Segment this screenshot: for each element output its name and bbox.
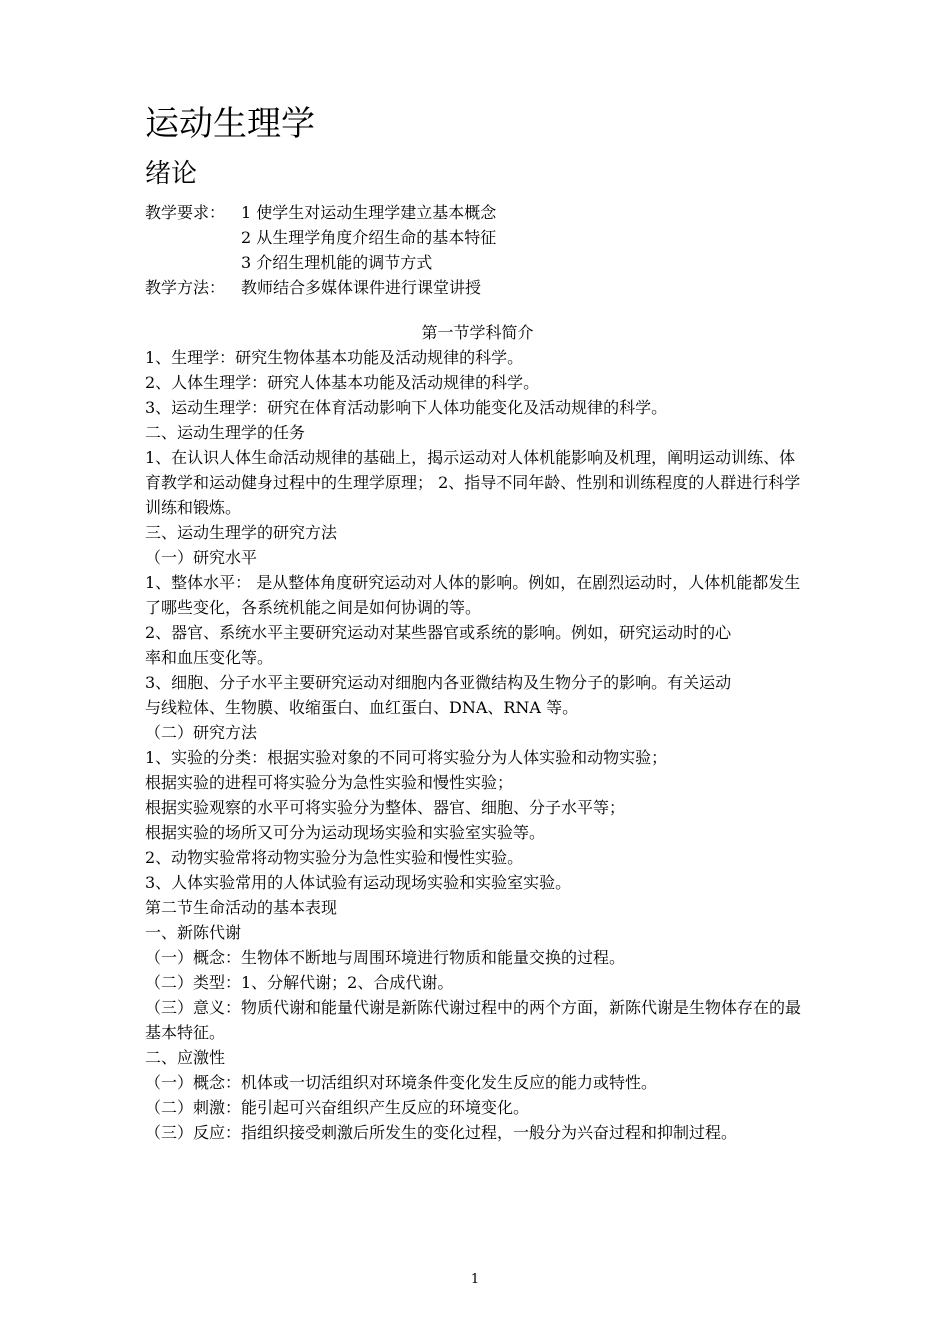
paragraph: （三）意义：物质代谢和能量代谢是新陈代谢过程中的两个方面，新陈代谢是生物体存在的最基本特征。 (145, 998, 802, 1042)
chapter-title: 绪论 (145, 159, 198, 189)
paragraph: 3、运动生理学：研究在体育活动影响下人体功能变化及活动规律的科学。 (145, 398, 668, 417)
paragraph: 2、器官、系统水平主要研究运动对某些器官或系统的影响。例如，研究运动时的心 (145, 623, 732, 642)
paragraph: 3、细胞、分子水平主要研究运动对细胞内各亚微结构及生物分子的影响。有关运动 (145, 673, 732, 692)
document-body (145, 98, 810, 1145)
paragraph: （一）概念：机体或一切活组织对环境条件变化发生反应的能力或特性。 (145, 1073, 658, 1092)
paragraph: （一）概念：生物体不断地与周围环境进行物质和能量交换的过程。 (145, 948, 626, 967)
paragraph: （二）类型：1、分解代谢；2、合成代谢。 (145, 973, 454, 992)
paragraph: 2、动物实验常将动物实验分为急性实验和慢性实验。 (145, 848, 524, 867)
method-text: 教师结合多媒体课件进行课堂讲授 (241, 278, 482, 297)
requirement-row (145, 200, 810, 225)
section-heading: 三、运动生理学的研究方法 (145, 523, 338, 542)
subsection-heading: （二）研究方法 (145, 723, 258, 742)
section-heading: 二、运动生理学的任务 (145, 423, 306, 442)
paragraph: 根据实验的进程可将实验分为急性实验和慢性实验； (145, 773, 514, 792)
requirement-item: 3 介绍生理机能的调节方式 (241, 253, 433, 272)
paragraph: 率和血压变化等。 (145, 648, 274, 667)
paragraph: 根据实验观察的水平可将实验分为整体、器官、细胞、分子水平等； (145, 798, 626, 817)
requirement-item: 1 使学生对运动生理学建立基本概念 (241, 203, 497, 222)
page-number: 1 (470, 1272, 480, 1287)
requirements-label: 教学要求： (145, 203, 226, 222)
document-title: 运动生理学 (145, 104, 315, 144)
paragraph: 1、实验的分类：根据实验对象的不同可将实验分为人体实验和动物实验； (145, 748, 668, 767)
requirement-item: 2 从生理学角度介绍生命的基本特征 (241, 228, 497, 247)
subsection-heading: （一）研究水平 (145, 548, 258, 567)
paragraph: 1、生理学：研究生物体基本功能及活动规律的科学。 (145, 348, 524, 367)
paragraph: 2、人体生理学：研究人体基本功能及活动规律的科学。 (145, 373, 540, 392)
section-heading: 第二节生命活动的基本表现 (145, 898, 338, 917)
paragraph-list (145, 345, 810, 1145)
paragraph: （二）刺激：能引起可兴奋组织产生反应的环境变化。 (145, 1098, 530, 1117)
paragraph: 1、整体水平： 是从整体角度研究运动对人体的影响。例如，在剧烈运动时，人体机能都发生了哪些变化，各系统机能之间是如何协调的等。 (145, 573, 801, 617)
teaching-method-row (145, 275, 810, 300)
paragraph: 与线粒体、生物膜、收缩蛋白、血红蛋白、DNA、RNA 等。 (145, 698, 579, 717)
paragraph: 3、人体实验常用的人体试验有运动现场实验和实验室实验。 (145, 873, 572, 892)
paragraph: 1、在认识人体生命活动规律的基础上，揭示运动对人体机能影响及机理，阐明运动训练、体育教学和运动健身过程中的生理学原理； 2、指导不同年龄、性别和训练程度的人群进行科学训练和锻炼。 (145, 448, 801, 517)
teaching-requirements (145, 200, 810, 300)
paragraph: 根据实验的场所又可分为运动现场实验和实验室实验等。 (145, 823, 546, 842)
method-label: 教学方法： (145, 278, 226, 297)
section-heading: 一、新陈代谢 (145, 923, 242, 942)
section-heading: 二、应激性 (145, 1048, 226, 1067)
requirement-row (145, 250, 810, 275)
section-title: 第一节学科简介 (421, 323, 534, 342)
paragraph: （三）反应：指组织接受刺激后所发生的变化过程，一般分为兴奋过程和抑制过程。 (145, 1123, 738, 1142)
requirement-row (145, 225, 810, 250)
